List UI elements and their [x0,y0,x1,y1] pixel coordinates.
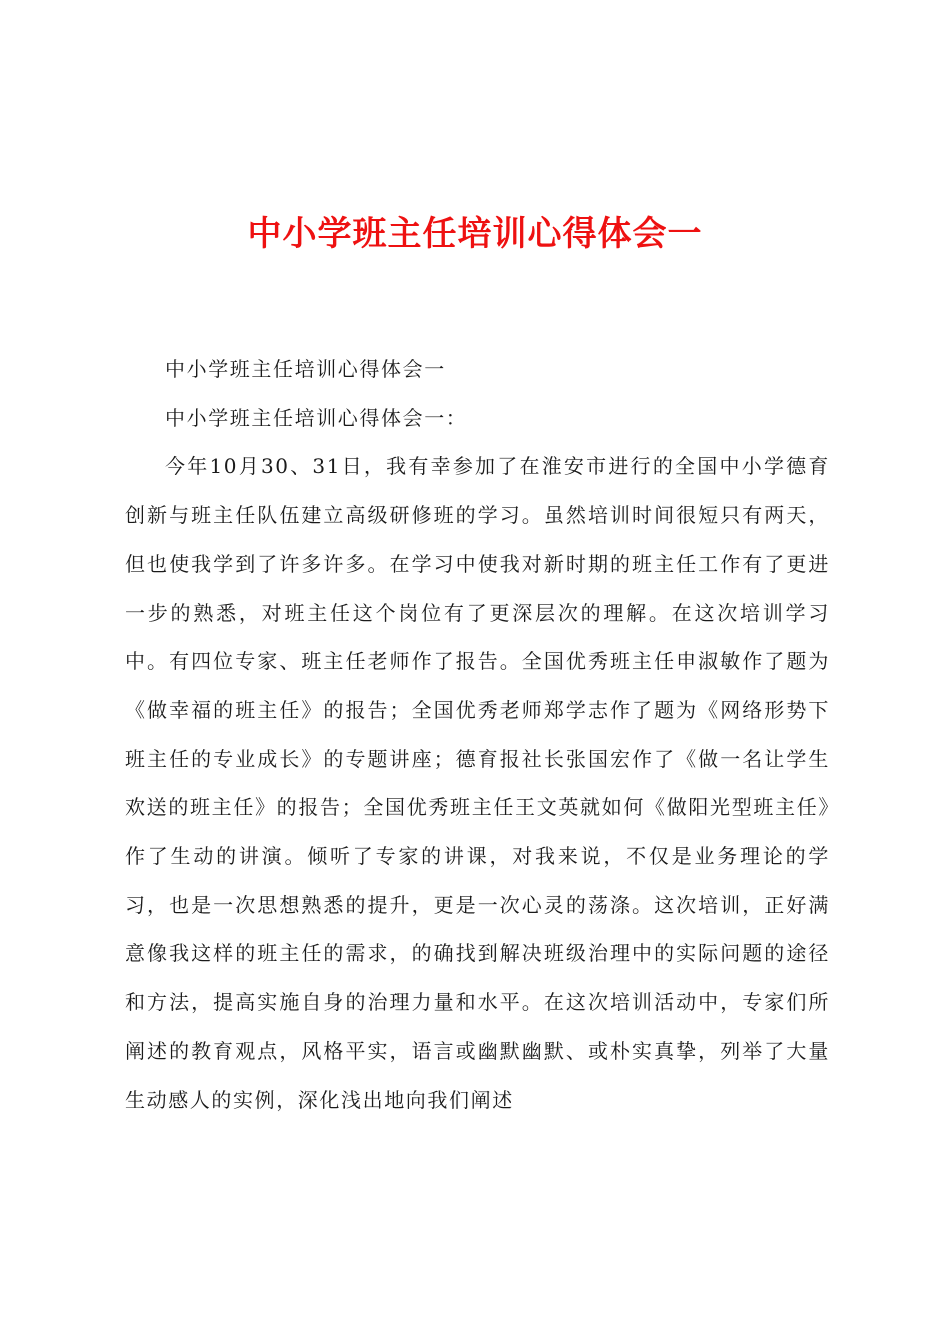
paragraph-main: 今年10月30、31日，我有幸参加了在淮安市进行的全国中小学德育创新与班主任队伍建立高级研修班的学习。虽然培训时间很短只有两天，但也使我学到了许多许多。在学习中使我对新时期的班主任工作有了更进一步的熟悉，对班主任这个岗位有了更深层次的理解。在这次培训学习中。有四位专家、班主任老师作了报告。全国优秀班主任申淑敏作了题为《做幸福的班主任》的报告；全国优秀老师郑学志作了题为《网络形势下班主任的专业成长》的专题讲座；德育报社长张国宏作了《做一名让学生欢送的班主任》的报告；全国优秀班主任王文英就如何《做阳光型班主任》作了生动的讲演。倾听了专家的讲课，对我来说，不仅是业务理论的学习，也是一次思想熟悉的提升，更是一次心灵的荡涤。这次培训，正好满意像我这样的班主任的需求，的确找到解决班级治理中的实际问题的途径和方法，提高实施自身的治理力量和水平。在这次培训活动中，专家们所阐述的教育观点，风格平实，语言或幽默幽默、或朴实真挚，列举了大量生动感人的实例，深化浅出地向我们阐述 [125,454,830,1112]
document-body [125,345,830,1124]
document-title: 中小学班主任培训心得体会一 [247,214,703,254]
paragraph-subheading: 中小学班主任培训心得体会一： [165,405,468,430]
paragraph-heading: 中小学班主任培训心得体会一 [165,357,446,381]
